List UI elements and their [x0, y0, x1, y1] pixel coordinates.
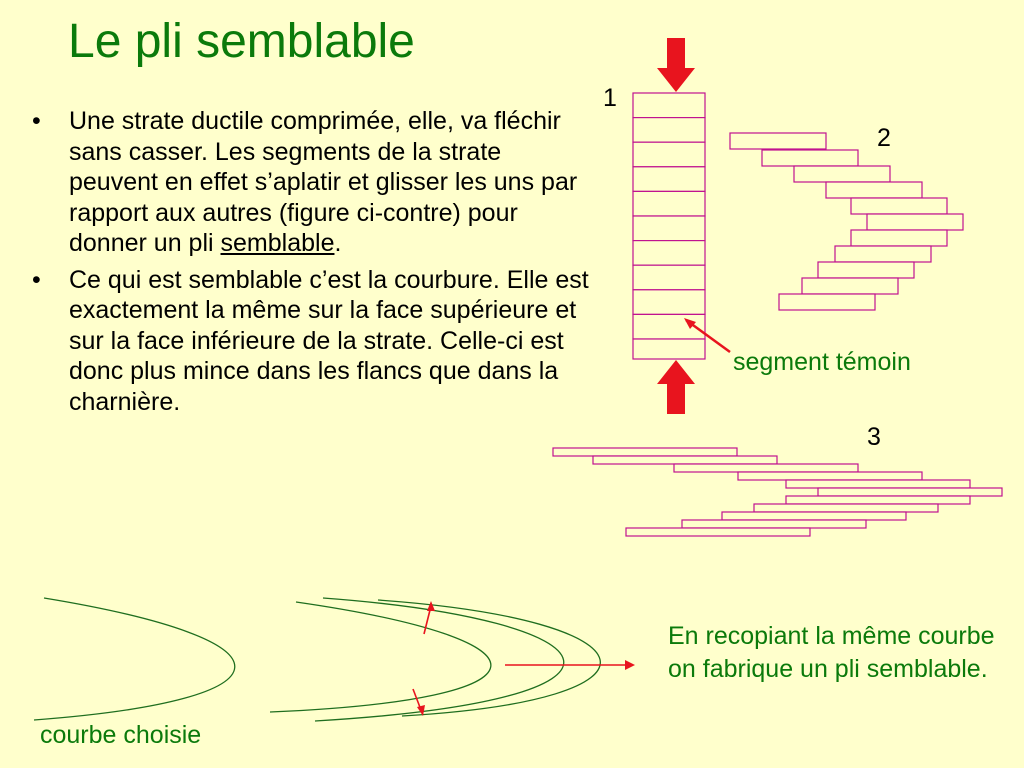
- bullet-1-end: .: [334, 229, 342, 257]
- closing-statement: En recopiant la même courbe on fabrique un pli semblable.: [668, 622, 995, 683]
- stack-1-segment: [633, 216, 705, 241]
- stack-1-segment: [633, 142, 705, 167]
- stack-2-segment: [867, 214, 963, 230]
- stack-2-segment: [851, 230, 947, 246]
- stack-1-segment: [633, 290, 705, 315]
- stack-figure-1: [633, 93, 705, 359]
- stack-3-segment: [786, 480, 970, 488]
- stack-3-segment: [674, 464, 858, 472]
- stack-3-segment: [593, 456, 777, 464]
- stack-2-segment: [730, 133, 826, 149]
- bullet-1-text: Une strate ductile comprimée, elle, va fléchir sans casser. Les segments de la strate peuvent en effet s’aplatir et glisser les uns par rapport aux autres (figure ci-contre) pour donner un pli: [69, 107, 578, 257]
- slide-title: Le pli semblable: [68, 15, 415, 68]
- stack-3-segment: [738, 472, 922, 480]
- thickness-arrows: [413, 601, 635, 716]
- fold-curves: [34, 598, 600, 721]
- stack-1-segment: [633, 191, 705, 216]
- stack-2-segment: [762, 150, 858, 166]
- stack-1-segment: [633, 339, 705, 359]
- stack-2-segment: [851, 198, 947, 214]
- stack-figure-2: [730, 133, 963, 310]
- stack-3-segment: [626, 528, 810, 536]
- stack-2-segment: [794, 166, 890, 182]
- stack-1-segment: [633, 93, 705, 118]
- segment-temoin-label: segment témoin: [733, 348, 911, 376]
- stack-2-segment: [779, 294, 875, 310]
- figure-label-2: 2: [877, 124, 891, 152]
- chosen-curve: [34, 598, 235, 720]
- copied-curve-inner: [270, 602, 491, 712]
- up-arrow-icon: [657, 360, 695, 414]
- stack-3-segment: [818, 488, 1002, 496]
- copied-curve-middle: [315, 598, 564, 721]
- stack-3-segment: [754, 504, 938, 512]
- bullet-2-text: Ce qui est semblable c’est la courbure. Elle est exactement la même sur la face supérieure et sur la face inférieure de la strate. Celle-ci est donc plus mince dans les flancs que dans la charnière.: [69, 265, 589, 416]
- stack-3-segment: [553, 448, 737, 456]
- figure-label-3: 3: [867, 423, 881, 451]
- stack-1-segment: [633, 167, 705, 192]
- stack-2-segment: [835, 246, 931, 262]
- stack-1-segment: [633, 241, 705, 266]
- curve-label: courbe choisie: [40, 721, 202, 749]
- stack-3-segment: [682, 520, 866, 528]
- stack-figure-3: [553, 448, 1002, 536]
- down-arrow-icon: [657, 38, 695, 92]
- stack-2-segment: [802, 278, 898, 294]
- stack-2-segment: [826, 182, 922, 198]
- stack-1-segment: [633, 118, 705, 143]
- stack-1-segment: [633, 265, 705, 290]
- figure-label-1: 1: [603, 84, 617, 112]
- right-small-arrow-icon: [625, 660, 635, 670]
- stack-2-segment: [818, 262, 914, 278]
- bullet-1-underlined-word: semblable: [220, 229, 335, 257]
- up-small-arrow-icon: [427, 601, 435, 611]
- stack-3-segment: [722, 512, 906, 520]
- stack-3-segment: [786, 496, 970, 504]
